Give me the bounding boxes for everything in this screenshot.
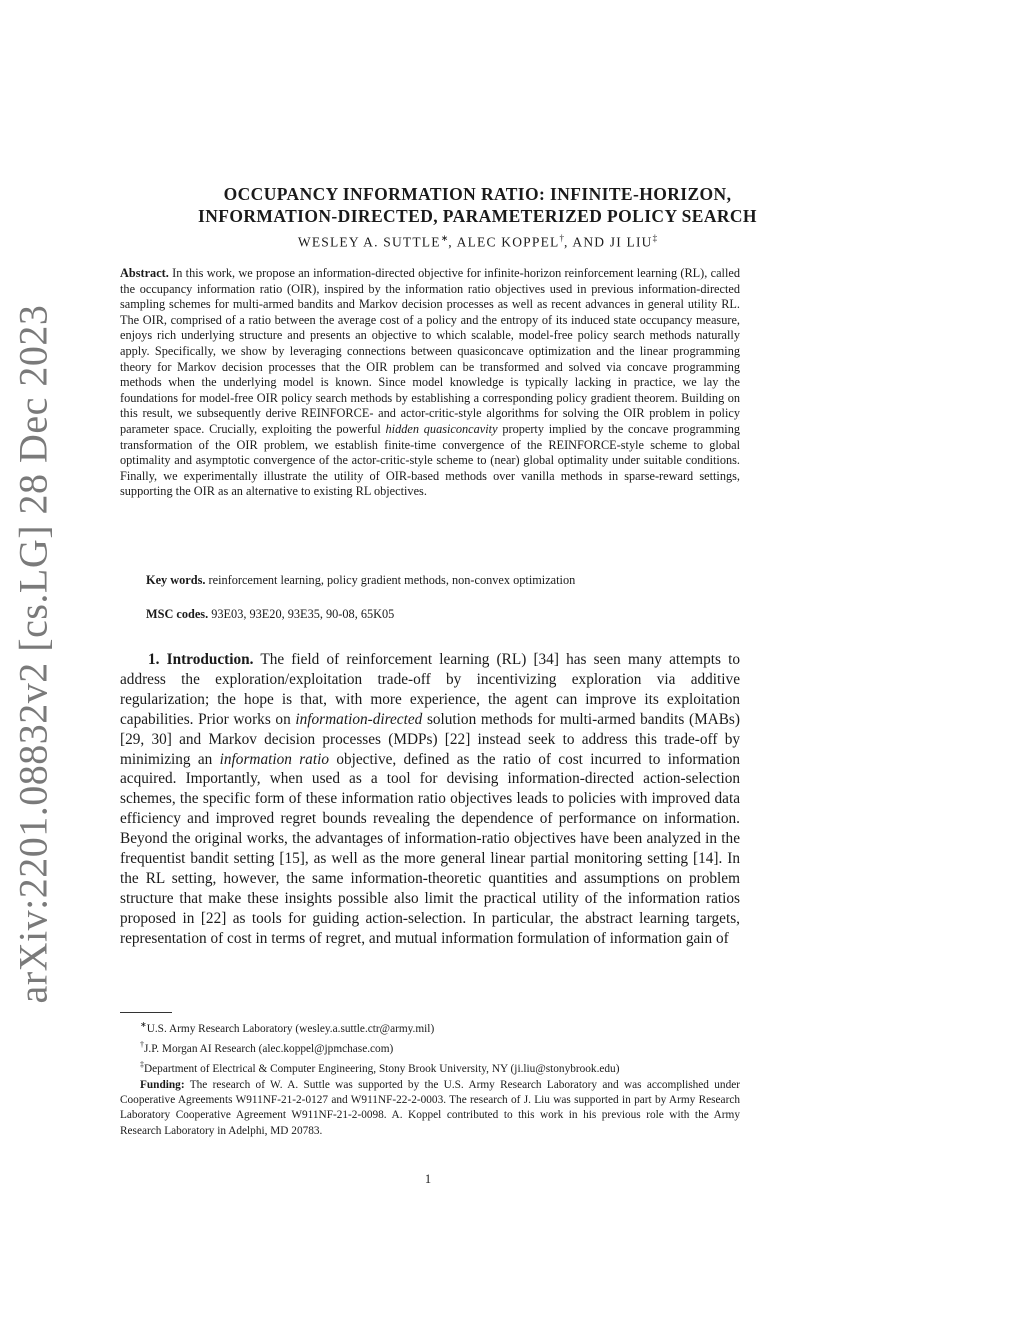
msc-text: 93E03, 93E20, 93E35, 90-08, 65K05 (211, 607, 395, 621)
intro-text-3: objective, defined as the ratio of cost incurred to information acquired. Importantly, when used as a tool for devising information-directed action-selection schemes, the specific form of these information ratio objectives leads to policies with improved data efficiency and improved regret bounds revealing the dependence of performance on information. Beyond the original works, the advantages of information-ratio objectives have been analyzed in the frequentist bandit setting [15], as well as the more general linear partial monitoring setting [14]. In the RL setting, however, the same information-theoretic quantities and assumptions on problem structure that make these insights possible also limit the practical utility of the information ratios proposed in [22] as tools for guiding action-selection. In particular, the abstract learning targets, representation of cost in terms of regret, and mutual information formulation of information gain of (120, 750, 741, 947)
arxiv-stamp-text: arXiv:2201.08832v2 [cs.LG] 28 Dec 2023 (10, 304, 56, 1004)
abstract-text-2: property implied by the concave programming transformation of the OIR problem, we establish finite-time convergence of the REINFORCE-style scheme to global optimality and asymptotic convergence of the actor-critic-style scheme to (near) global optimality under suitable conditions. Finally, we experimentally illustrate the utility of OIR-based methods over vanilla methods in sparse-reward settings, supporting the OIR as an alternative to existing RL objectives. (120, 421, 740, 499)
funding-label: Funding: (140, 1078, 185, 1091)
author-liu: , AND JI LIU (563, 234, 653, 250)
abstract-text-1: In this work, we propose an information-directed objective for infinite-horizon reinforcement learning (RL), called the occupancy information ratio (OIR), inspired by the information ratio objectives used in previous information-directed sampling schemes for multi-armed bandits and Markov decision processes as well as recent advances in general utility RL. The OIR, comprised of a ratio between the average cost of a policy and the entropy of its induced state occupancy measure, enjoys rich underlying structure and presents an objective to which scalable, model-free policy search methods naturally apply. Specifically, we show by leveraging connections between quasiconcave optimization and the linear programming theory for Markov decision processes that the OIR problem can be transformed and solved via concave programming methods when the underlying model is known. Since model knowledge is typically lacking in practice, we lay the foundations for model-free OIR policy search methods by establishing a corresponding policy gradient theorem. Building on this result, we subsequently derive REINFORCE- and actor-critic-style algorithms for solving the OIR problem in policy parameter space. Crucially, exploiting the powerful (120, 266, 740, 436)
author-koppel: , ALEC KOPPEL (448, 234, 560, 250)
abstract (120, 266, 740, 500)
intro-text-1: The field of reinforcement learning (RL) [34] has seen many attempts to address the exploration/exploitation trade-off by incentivizing exploration via additive regularization; the hope is that, with more experience, the agent can improve its exploitation capabilities. Prior works on (120, 651, 740, 728)
footnote-2-text: J.P. Morgan AI Research (alec.koppel@jpmchase.com) (144, 1042, 394, 1055)
footnote-3 (120, 1057, 740, 1077)
footnote-1-mark: ∗ (140, 1020, 147, 1029)
author-list (110, 233, 845, 251)
funding-note (120, 1078, 740, 1140)
paper-title (110, 183, 845, 227)
footnote-1 (120, 1017, 740, 1037)
intro-text-2: solution methods for multi-armed bandits (MABs) [29, 30] and Markov decision processes (MDPs) [22] instead seek to address this trade-off by minimizing an (120, 710, 740, 768)
intro-emphasis-1: information-directed (295, 710, 423, 728)
keywords-label: Key words. (146, 573, 206, 587)
footnote-3-mark: ‡ (140, 1060, 144, 1070)
footnote-2 (120, 1037, 740, 1057)
title-line-2: INFORMATION-DIRECTED, PARAMETERIZED POLICY SEARCH (198, 206, 757, 226)
footnote-3-text: Department of Electrical & Computer Engineering, Stony Brook University, NY (ji.liu@stonybrook.edu) (144, 1063, 620, 1076)
footnote-2-mark: † (140, 1040, 144, 1050)
footnote-rule (120, 1012, 172, 1013)
author-mark-1: ∗ (440, 233, 449, 243)
footnotes (120, 1017, 740, 1139)
page-number: 1 (424, 1172, 432, 1186)
title-line-1: OCCUPANCY INFORMATION RATIO: INFINITE-HORIZON, (223, 184, 732, 204)
footnote-1-text: U.S. Army Research Laboratory (wesley.a.suttle.ctr@army.mil) (146, 1022, 435, 1035)
arxiv-stamp (2, 304, 64, 1004)
keywords-text: reinforcement learning, policy gradient methods, non-convex optimization (208, 573, 576, 587)
msc-codes (146, 607, 746, 622)
abstract-label: Abstract. (120, 266, 169, 280)
author-suttle: WESLEY A. SUTTLE (297, 234, 441, 250)
author-mark-3: ‡ (652, 233, 658, 243)
intro-emphasis-2: information ratio (219, 750, 329, 768)
intro-heading: 1. Introduction. (148, 651, 254, 668)
keywords (146, 573, 746, 588)
msc-label: MSC codes. (146, 607, 209, 621)
funding-text: The research of W. A. Suttle was supported by the U.S. Army Research Laboratory and was accomplished under Cooperative Agreements W911NF-21-2-0127 and W911NF-22-2-0003. The research of J. Liu was supported in part by Army Research Laboratory Cooperative Agreement W911NF-21-2-0098. A. Koppel contributed to this work in his previous role with the Army Research Laboratory in Adelphi, MD 20783. (120, 1078, 740, 1137)
introduction-section (120, 650, 740, 949)
abstract-emphasis: hidden quasiconcavity (385, 421, 498, 436)
author-mark-2: † (559, 233, 564, 243)
